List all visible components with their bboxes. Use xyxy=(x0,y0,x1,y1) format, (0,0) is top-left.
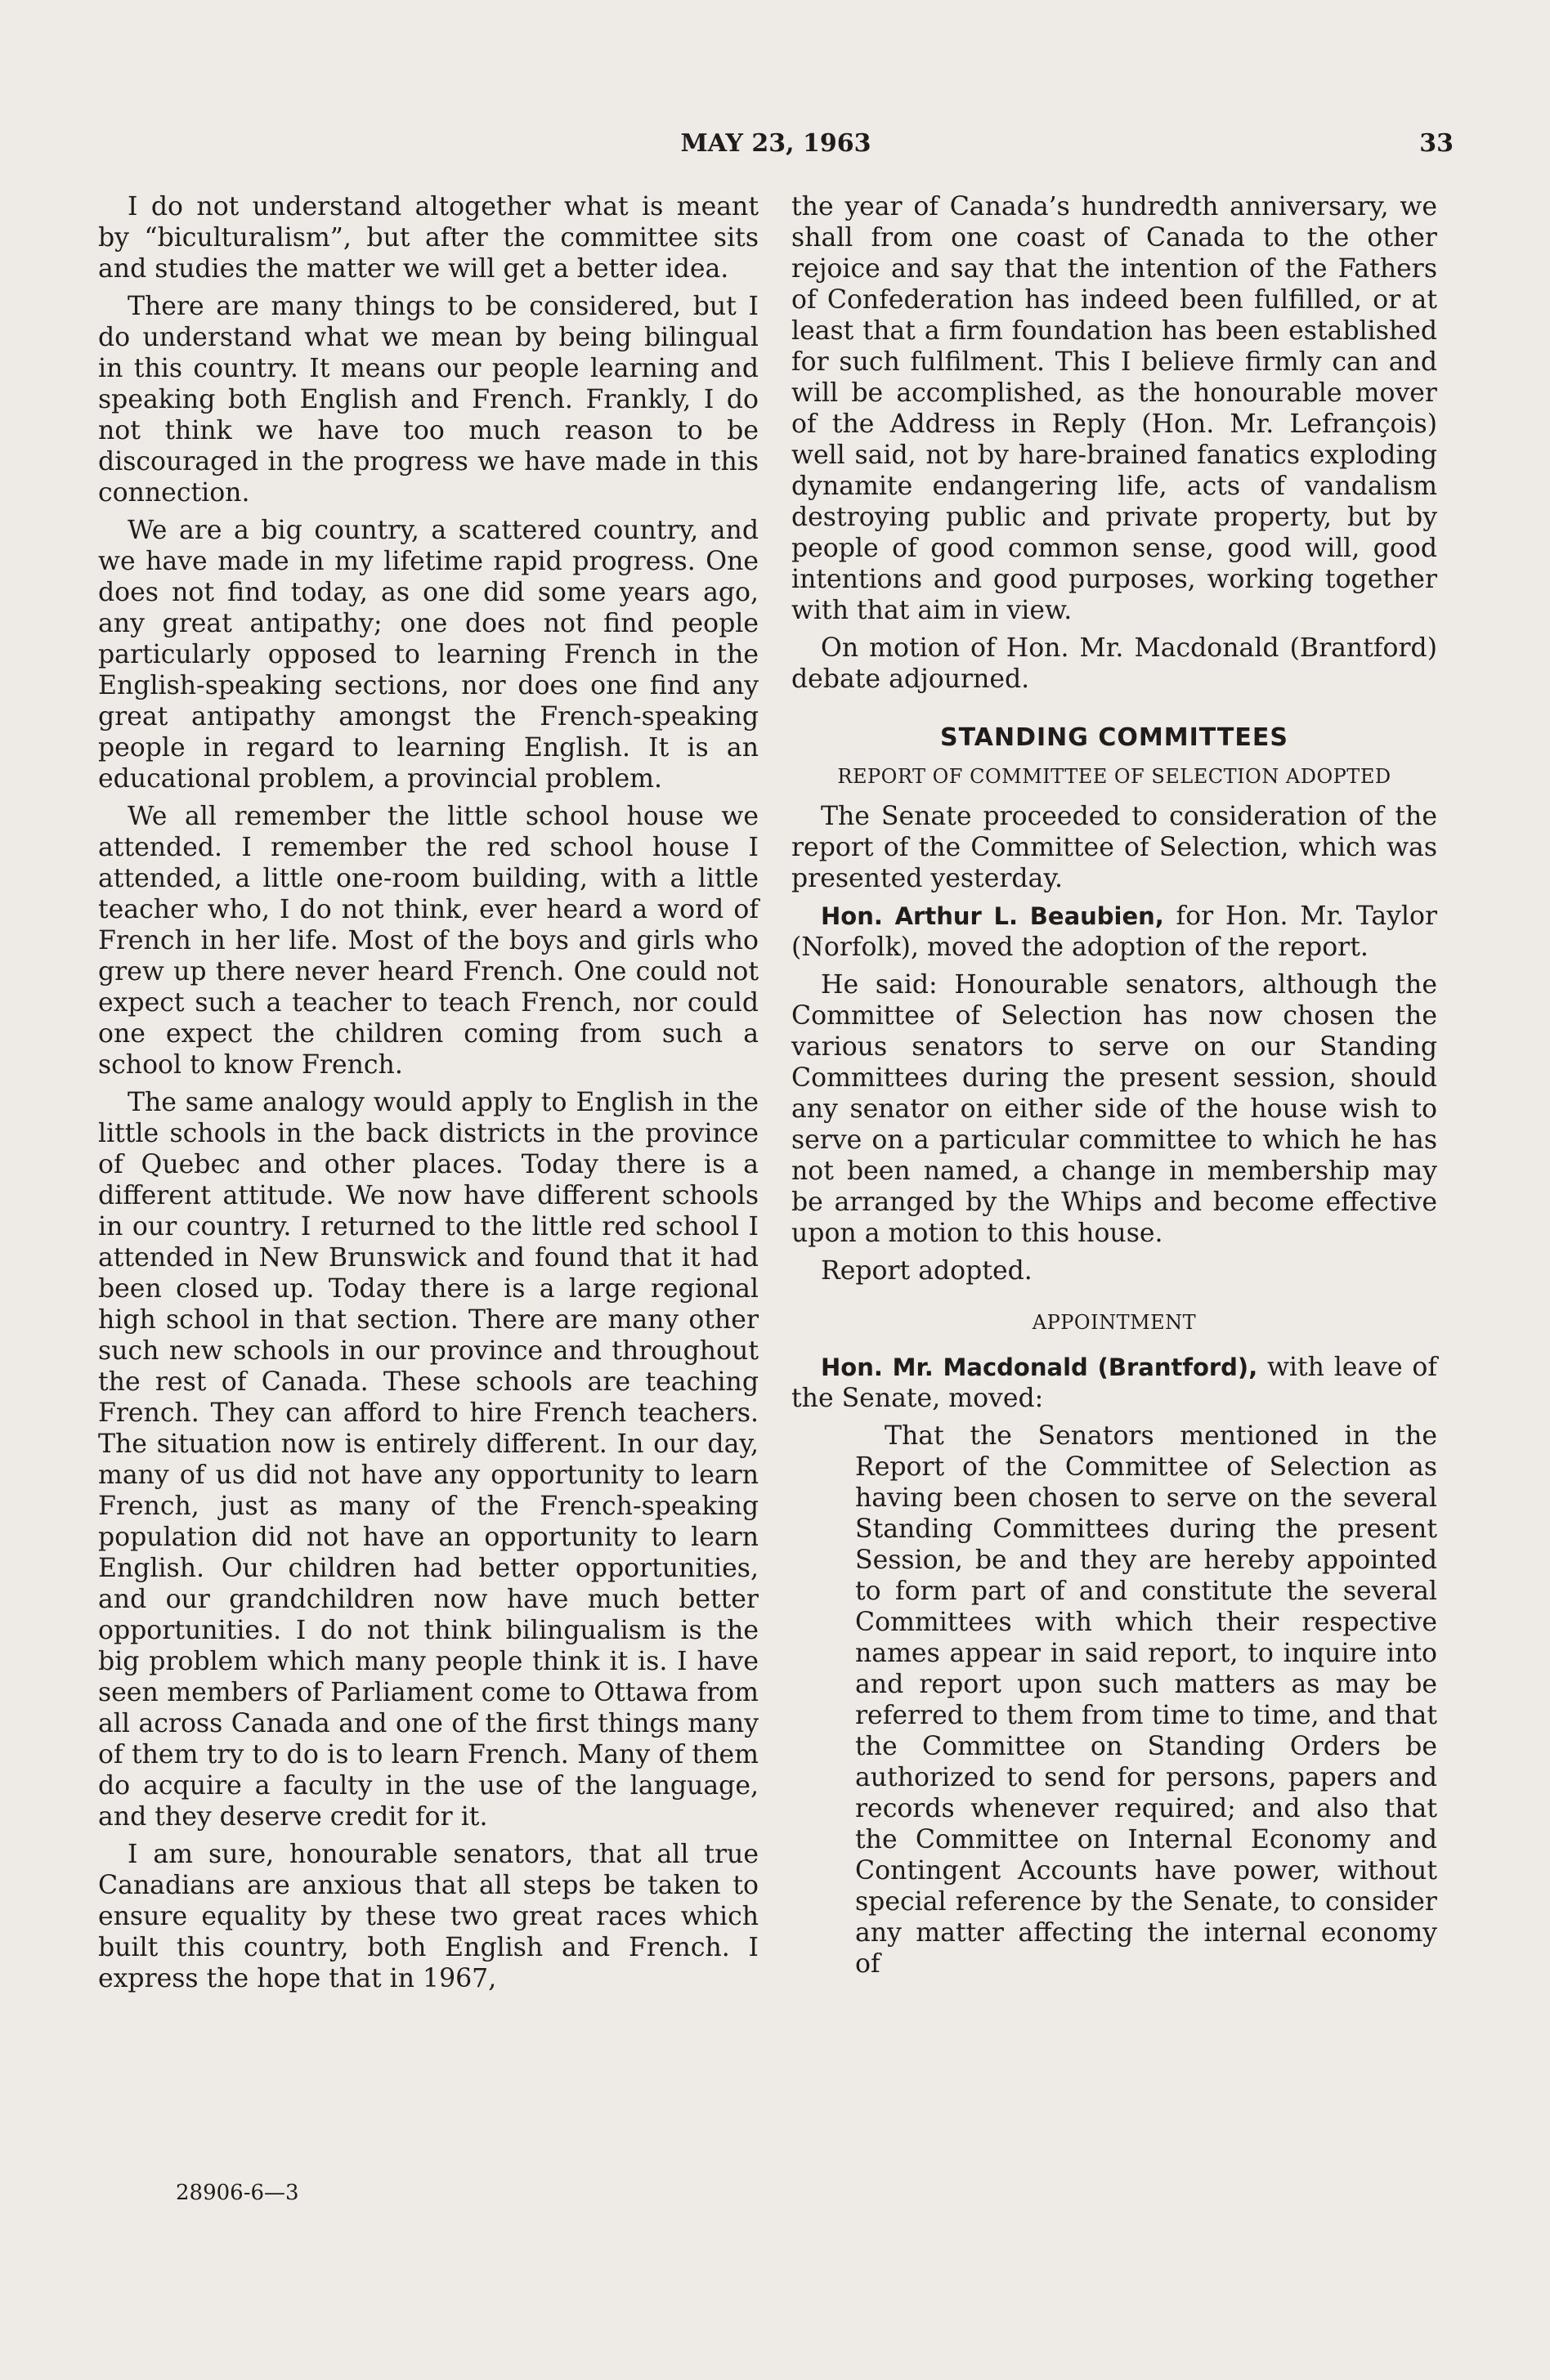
print-code: 28906-6—3 xyxy=(176,2181,299,2205)
page-header xyxy=(98,129,1454,170)
page-number: 33 xyxy=(1419,129,1454,158)
paragraph: We all remember the little school house we attended. I remember the red school house I attended, a little one-room building, with a little teacher who, I do not think, ever heard a word of French in her life. Most of the boys and girls who grew up there never heard French. One could not expect such a teacher to teach French, nor could one expect the children coming from such a school to know French. xyxy=(98,802,759,1080)
paragraph xyxy=(791,901,1437,963)
left-column xyxy=(98,191,759,2001)
paragraph: I am sure, honourable senators, that all true Canadians are anxious that all steps be taken to ensure equality by these two great races which built this country, both English and French. I express the hope that in 1967, xyxy=(98,1840,759,1993)
paragraph: The same analogy would apply to English in the little schools in the back districts in the province of Quebec and other places. Today there is a different attitude. We now have different schools in our country. I returned to the little red school I attended in New Brunswick and found that it had been closed up. Today there is a large regional high school in that section. There are many other such new schools in our province and throughout the rest of Canada. These schools are teaching French. They can afford to hire French teachers. The situation now is entirely different. In our day, many of us did not have any opportunity to learn French, just as many of the French-speaking population did not have an opportunity to learn English. Our children had better opportunities, and our grandchildren now have much better opportunities. I do not think bilingualism is the big problem which many people think it is. I have seen members of Parliament come to Ottawa from all across Canada and one of the first things many of them try to do is to learn French. Many of them do acquire a faculty in the use of the language, and they deserve credit for it. xyxy=(98,1088,759,1832)
header-date: MAY 23, 1963 xyxy=(680,129,871,158)
paragraph-text: for Hon. Mr. Taylor (Norfolk), moved the adoption of the report. xyxy=(791,901,1438,962)
speaker-name: Hon. Mr. Macdonald (Brantford), xyxy=(821,1353,1258,1381)
paragraph: The Senate proceeded to consideration of the report of the Committee of Selection, which was presented yesterday. xyxy=(791,802,1437,893)
motion-quote: That the Senators mentioned in the Report of the Committee of Selection as having been chosen to serve on the several Standing Committees during the present Session, be and they are hereby appointed to form part of and constitute the several Committees with which their respective names appear in said report, to inquire into and report upon such matters as may be referred to them from time to time, and that the Committee on Standing Orders be authorized to send for persons, papers and records whenever required; and also that the Committee on Internal Economy and Contingent Accounts have power, without special reference by the Senate, to consider any matter affecting the internal economy of xyxy=(855,1421,1437,1979)
paragraph: We are a big country, a scattered country, and we have made in my lifetime rapid progress. One does not find today, as one did some years ago, any great antipathy; one does not find people particularly opposed to learning French in the English-speaking sections, nor does one find any great antipathy amongst the French-speaking people in regard to learning English. It is an educational problem, a provincial problem. xyxy=(98,516,759,794)
right-column xyxy=(791,191,1437,1980)
paragraph: On motion of Hon. Mr. Macdonald (Brantford) debate adjourned. xyxy=(791,633,1437,694)
paragraph: I do not understand altogether what is meant by “biculturalism”, but after the committee sits and studies the matter we will get a better idea. xyxy=(98,192,759,284)
section-subheading: REPORT OF COMMITTEE OF SELECTION ADOPTED xyxy=(837,765,1391,788)
paragraph: the year of Canada’s hundredth anniversary, we shall from one coast of Canada to the other rejoice and say that the intention of the Fathers of Confederation has indeed been fulfilled, or at least that a firm foundation has been established for such fulfilment. This I believe firmly can and will be accomplished, as the honourable mover of the Address in Reply (Hon. Mr. Lefrançois) well said, not by hare-brained fanatics exploding dynamite endangering life, acts of vandalism destroying public and private property, but by people of good common sense, good will, good intentions and good purposes, working together with that aim in view. xyxy=(791,192,1437,625)
paragraph: There are many things to be considered, but I do understand what we mean by being bilingual in this country. It means our people learning and speaking both English and French. Frankly, I do not think we have too much reason to be discouraged in the progress we have made in this connection. xyxy=(98,292,759,508)
paragraph: Report adopted. xyxy=(821,1256,1033,1286)
paragraph xyxy=(791,1352,1437,1414)
paragraph: He said: Honourable senators, although the Committee of Selection has now chosen the various senators to serve on our Standing Committees during the present session, should any senator on either side of the house wish to serve on a particular committee to which he has not been named, a change in membership may be arranged by the Whips and become effective upon a motion to this house. xyxy=(791,970,1437,1248)
section-heading: STANDING COMMITTEES xyxy=(940,723,1288,752)
appointment-heading: APPOINTMENT xyxy=(1032,1311,1197,1334)
paragraph-text: with leave of the Senate, moved: xyxy=(791,1353,1437,1413)
speaker-name: Hon. Arthur L. Beaubien, xyxy=(821,902,1164,930)
